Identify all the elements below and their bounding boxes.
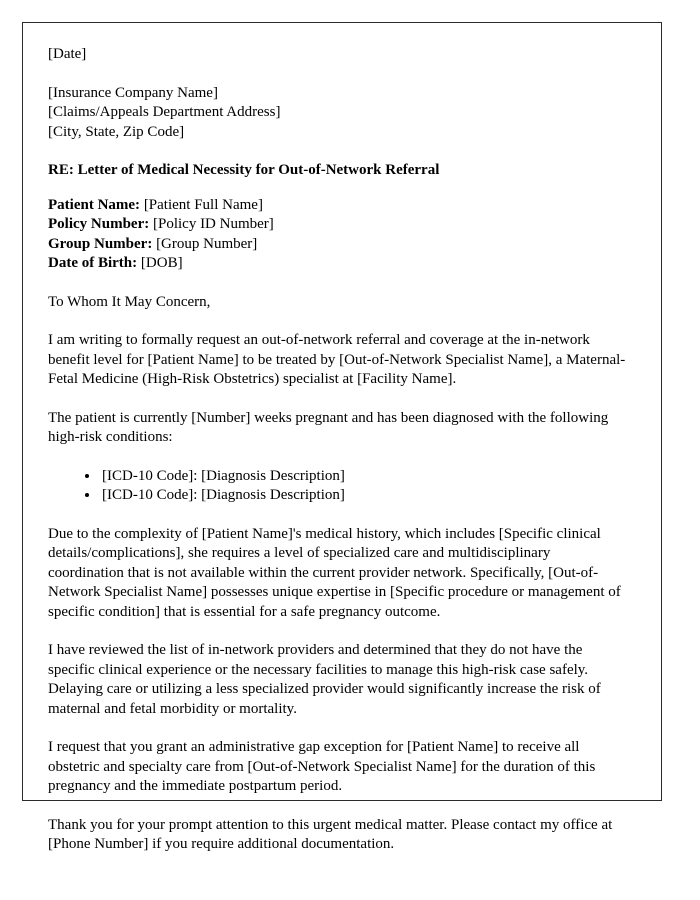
subject-block (48, 161, 627, 274)
list-item: • [ICD-10 Code]: [Diagnosis Description] (100, 467, 627, 487)
group-number-field (48, 235, 627, 255)
patient-name-value: [Patient Full Name] (143, 196, 263, 213)
date-of-birth-field (48, 254, 627, 274)
recipient-city-state-zip: [City, State, Zip Code] (48, 123, 185, 140)
body-paragraph-6: Thank you for your prompt attention to this urgent medical matter. Please contact my office at [Phone Number] if you require additional documentation. (48, 816, 613, 852)
body-paragraph-2: The patient is currently [Number] weeks pregnant and has been diagnosed with the following high-risk conditions: (48, 409, 609, 445)
salutation: To Whom It May Concern, (48, 293, 211, 310)
recipient-company: [Insurance Company Name] (48, 84, 218, 101)
policy-number-field (48, 215, 627, 235)
date-line: [Date] (48, 46, 87, 62)
group-number-value: [Group Number] (156, 235, 258, 252)
document-page (22, 22, 662, 852)
list-item: • [ICD-10 Code]: [Diagnosis Description] (100, 486, 627, 506)
group-number-label: Group Number: (48, 235, 153, 252)
recipient-department-address: [Claims/Appeals Department Address] (48, 104, 281, 120)
body-paragraph-4: I have reviewed the list of in-network providers and determined that they do not have the specific clinical experience or the necessary facilities to manage this high-risk case safely. Delaying care or utilizing a less specialized provider would significantly increase the risk of maternal and fetal morbidity or mortality. (48, 642, 601, 717)
policy-number-label: Policy Number: (48, 216, 150, 232)
re-line: RE: Letter of Medical Necessity for Out-of-Network Referral (48, 162, 440, 178)
body-paragraph-3: Due to the complexity of [Patient Name]'s medical history, which includes [Specific clinical details/complications], she requires a level of specialized care and multidisciplinary coordination that is not available within the current provider network. Specifically, [Out-of-Network Specialist Name] possesses unique expertise in [Specific procedure or management of specific condition] that is essential for a safe pregnancy outcome. (48, 525, 621, 620)
date-of-birth-value: [DOB] (140, 255, 183, 271)
date-of-birth-label: Date of Birth: (48, 255, 138, 271)
document-body (23, 23, 661, 855)
date-block (48, 45, 627, 65)
body-paragraph-1: I am writing to formally request an out-of-network referral and coverage at the in-network benefit level for [Patient Name] to be treated by [Out-of-Network Specialist Name], a Maternal-Fetal Medicine (High-Risk Obstetrics) specialist at [Facility Name]. (48, 332, 626, 387)
diagnosis-list (48, 467, 627, 506)
policy-number-value: [Policy ID Number] (152, 216, 274, 232)
patient-name-label: Patient Name: (48, 196, 141, 213)
patient-name-field (48, 196, 627, 216)
recipient-address-block (48, 84, 627, 143)
body-paragraph-5: I request that you grant an administrative gap exception for [Patient Name] to receive all obstetric and specialty care from [Out-of-Network Specialist Name] for the duration of this pregnancy and the immediate postpartum period. (48, 739, 596, 794)
